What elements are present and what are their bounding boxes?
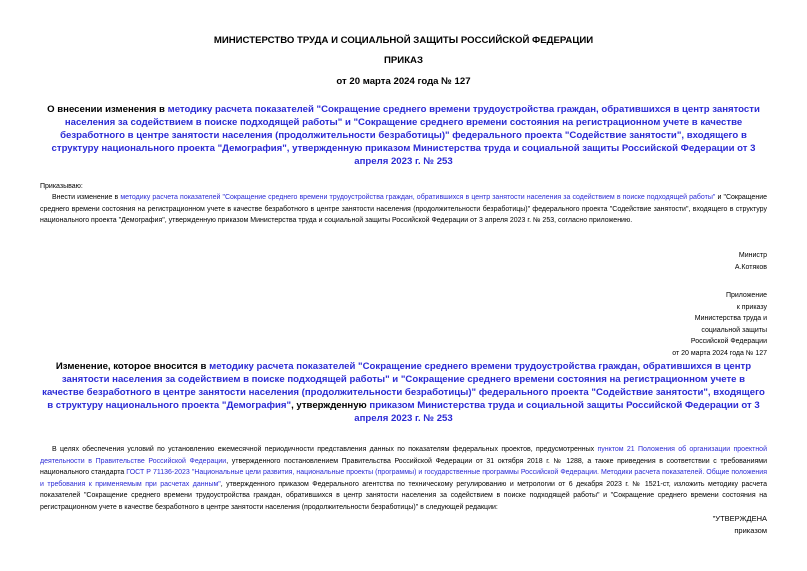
approved-line-1: "УТВЕРЖДЕНА bbox=[712, 514, 767, 523]
body-part-1: В целях обеспечения условий по установлению ежемесячной периодичности представления данных по показателям федеральных проектов, предусмотренных bbox=[52, 446, 598, 453]
ministry-heading: МИНИСТЕРСТВО ТРУДА И СОЦИАЛЬНОЙ ЗАЩИТЫ РОССИЙСКОЙ ФЕДЕРАЦИИ bbox=[213, 35, 594, 46]
orders-rest: и "Сокращение среднего времени состояния на регистрационном учете в качестве безработного в центре занятости населения (продолжительности безработицы)" федерального проекта "Содействие занятости", входящего в структуру национального проекта "Демография", утвержденную приказом Министерства труда и социальной защиты Российской Федерации от 3 апреля 2023 г. № 253, согласно приложению. bbox=[40, 194, 767, 224]
annex-title-mid: , утвержденную bbox=[291, 400, 370, 411]
approved-line-2: приказом bbox=[734, 526, 767, 535]
title-methodology-link[interactable]: методику расчета показателей "Сокращение среднего времени трудоустройства граждан, обратившихся в центр занятости населения за содействием в поиске подходящей работы" и "Сокращение среднего времени состояния на регистрационном учете в качестве безработного в центре занятости населения (продолжительности безработицы)" федерального проекта "Содействие занятости", входящего в структуру национального проекта "Демография", утвержденную bbox=[51, 104, 760, 154]
title-order-link[interactable]: приказом Министерства труда и социальной защиты Российской Федерации от 3 апреля 2023 г. № 253 bbox=[354, 143, 756, 167]
annex-title bbox=[40, 360, 767, 425]
annex-line: Министерства труда и bbox=[694, 315, 767, 322]
annex-body-paragraph bbox=[40, 444, 767, 513]
annex-title-order-link[interactable]: приказом Министерства труда и социальной защиты Российской Федерации от 3 апреля 2023 г. № 253 bbox=[354, 400, 760, 424]
document-title bbox=[40, 103, 767, 168]
body-part-3: , утвержденного приказом Федерального агентства по техническому регулированию и метрологии от 6 декабря 2023 г. № 1521-ст, изложить методику расчета показателей "Сокращение среднего времени трудоустройства граждан, обратившихся в центр занятости населения за содействием в поиске подходящей работы" и "Сокращение среднего времени состояния на регистрационном учете в качестве безработного в центре занятости населения (продолжительности безработицы)" в следующей редакции: bbox=[40, 480, 767, 511]
annex-title-methodology-link[interactable]: методику расчета показателей "Сокращение среднего времени трудоустройства граждан, обратившихся в центр занятости населения за содействием в поиске подходящей работы" и "Сокращение среднего времени состояния на регистрационном учете в качестве безработного в центре занятости населения (продолжительности безработицы)" федерального проекта "Содействие занятости", входящего в структуру национального проекта "Демография" bbox=[42, 361, 765, 411]
annex-line: к приказу bbox=[736, 303, 767, 311]
orders-prefix: Внести изменение в bbox=[52, 194, 121, 201]
doc-type-heading: ПРИКАЗ bbox=[384, 55, 423, 66]
annex-line: от 20 марта 2024 года № 127 bbox=[672, 349, 767, 357]
signature-block bbox=[735, 250, 767, 273]
body-part-2: , утвержденного постановлением Правительства Российской Федерации от 31 октября 2018 г. № 1288, а также приведения в соответствии с требованиями национального стандарта bbox=[40, 457, 767, 476]
annex-line: Приложение bbox=[725, 292, 767, 299]
gost-link[interactable]: ГОСТ Р 71136-2023 "Национальные цели развития, национальные проекты (программы) и государственные программы Российской Федерации. Методики расчета показателей. Общие положения и требования к применяемым при расчетах данным" bbox=[40, 469, 767, 488]
signature-name: А.Котяков bbox=[734, 263, 767, 271]
annex-line: социальной защиты bbox=[701, 326, 767, 334]
annex-line: Российской Федерации bbox=[690, 338, 767, 345]
title-prefix: О внесении изменения в bbox=[47, 104, 168, 115]
orders-methodology-link[interactable]: методику расчета показателей "Сокращение среднего времени трудоустройства граждан, обратившихся в центр занятости населения за содействием в поиске подходящей работы" bbox=[120, 194, 716, 201]
annex-title-prefix: Изменение, которое вносится в bbox=[55, 361, 210, 372]
regulation-link[interactable]: пунктом 21 Положения об организации проектной деятельности в Правительстве Российской Федерации bbox=[40, 446, 767, 465]
orders-label: Приказываю: bbox=[40, 183, 83, 190]
orders-paragraph bbox=[40, 192, 767, 227]
signature-position: Министр bbox=[738, 252, 767, 259]
date-number-heading: от 20 марта 2024 года № 127 bbox=[336, 76, 471, 87]
annex-block bbox=[672, 290, 767, 359]
approved-block bbox=[713, 513, 767, 537]
